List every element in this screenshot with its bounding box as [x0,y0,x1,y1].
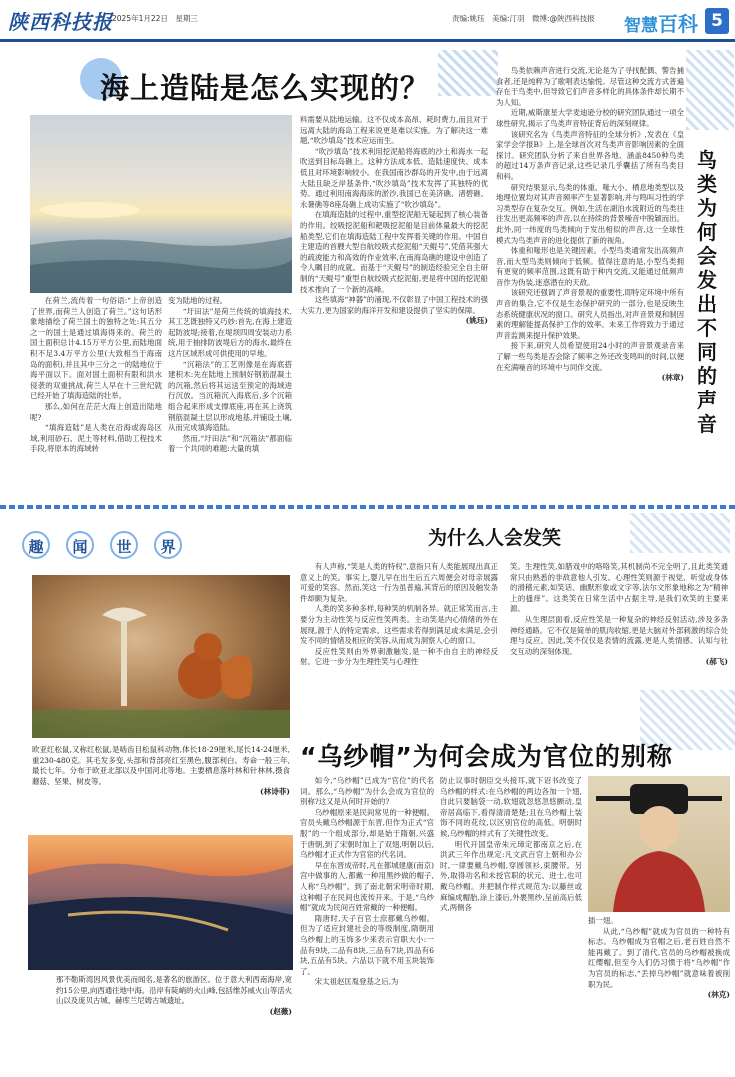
city-caption [56,975,292,1065]
paragraph: 防止议事时朝臣交头接耳,就下诏书改变了乌纱帽的样式:在乌纱帽的两边各加一个翅,自此只要脑袋一动,软翅就忽悠忽悠颤动,皇帝居高临下,看得清清楚楚;且在乌纱帽上装饰不同的花纹,以区别官位的高低。明朝时候,乌纱帽的样式有了关键性改变。 [440,776,582,838]
section-title [624,8,698,37]
section-ball-2: 闻 [66,531,94,559]
article3-column2 [510,562,728,692]
paragraph: “沉箱法”的工艺则像是在海底搭建积木:先在陆地上预制好钢筋混凝土的沉箱,然后将其运送至预定的海域进行沉放。当沉箱沉入海底后,多个沉箱组合起来形成支撑底座,再在其上浇筑钢筋混凝土层以形成地基,并铺设土壤,从而完成填海造陆。 [168,359,292,433]
paragraph: “填海造陆”是人类在沿海或海岛区域,利用砂石、泥土等材料,借助工程技术手段,将原本的海域转 [30,423,162,454]
article1-column3 [300,115,488,500]
section-small: 智慧 [624,16,658,36]
ming-official-portrait [588,776,730,912]
paragraph: 变为陆地的过程。 [168,296,228,305]
article2-column [496,66,684,500]
section-ball-1: 趣 [22,531,50,559]
paragraph: 反应性笑则由外界刺激触发,是一种不由自主的神经反射。它进一步分为生理性笑与心理性 [300,646,498,667]
issue-date: 2025年1月22日 星期三 [112,14,198,23]
paragraph: 那么,如何在茫茫大海上创造出陆地呢? [30,401,162,422]
sea-sunset-photo [30,115,292,293]
article1-column2 [168,296,292,496]
paragraph: 该研究还强调了声音景观的重要性,即特定环境中所有声音的集合,它不仅是生态保护研究的一部分,也是反映生态系统健康状况的窗口。研究人员指出,对声音景观和制因素的理解能提高保护工作的效率。未来工作将致力于通过声音监测来提升保护效果。 [496,288,684,340]
paragraph: 料需要从陆地运输。这不仅成本高昂、耗时费力,而且对于远离大陆的海岛工程来说更是难以实施。为了解决这一难题,“吹沙填岛”技术应运而生。 [300,115,488,146]
article1-byline: (姚珏) [465,316,488,326]
paragraph: 有人声称,“笑是人类的特权”,意指只有人类能展现出真正意义上的笑。事实上,婴儿早在出生后五六周便会对母亲展露可爱的笑容。然而,笑这一行为虽普遍,其背后的原因及触发条件却颇为复杂。 [300,562,498,603]
paragraph: 从生理层面看,反应性笑是一种复杂的神经反射活动,涉及多条神经通路。它不仅是简单的肌肉收缩,更是大脑对外部刺激的综合处理与反应。因此,笑不仅仅是表情的流露,更是人类情感、认知与社交互动的深刻体现。 [510,614,728,656]
paragraph: 从此,“乌纱帽”就成为官员的一种特有标志。乌纱帽成为官帽之后,老百姓自然不能再戴了。到了清代,官员的乌纱帽被换成红缨帽,但至今人们仍习惯于将“乌纱帽”作为官员的标志,“丢掉乌纱帽”就意味着被削职为民。 [588,926,730,989]
caption-text: 欧亚红松鼠,又称红松鼠,是啮齿目松鼠科动物,体长18-29厘米,尾长14-24厘米,重230-480克。其毛发多变,头部和背部亮红至黑色,腹部利白。寿命一般三年,最长七年。分布于欧亚北部以及中国河北等地。主要栖息落叶林和针林林,摄食蘑菇、坚果、树皮等。 [32,745,290,786]
article2-byline: (林章) [661,373,684,383]
page-header [0,0,735,42]
squirrel-caption [32,745,290,833]
editor-credits: 责编:姚珏 美编:汀羽 微博:@陕西科技报 [452,14,595,23]
portrait-art [588,776,730,912]
caption-byline: (林诗菲) [260,787,290,797]
article3-title: 为什么人会发笑 [428,527,562,549]
section-big: 百科 [658,12,698,36]
article4-title: “乌纱帽”为何会成为官位的别称 [300,742,673,771]
paragraph: 笑。生理性笑,如腊戏中的咯咯笑,其机制尚不完全明了,且此类笑通常只由熟悉的非敌意他人引发。心理性笑则源于视觉、听觉或身体的滑稽元素,如笑话、幽默形象或文字等,法尔文形象地称之为“精神上的搔痒”。这类笑在日常生活中占据主导,是我们欢笑的主要来源。 [510,562,728,614]
caption-byline: (赵薇) [269,1006,292,1016]
bird-title-decoration [686,50,734,130]
article4-column1 [300,776,434,1072]
article1-column1 [30,296,162,496]
paragraph: “圩田法”是荷兰传统的填海技术,其工艺既独特又巧妙:首先,在海上建造起防波堤;接着,在堤坝四周安装动力系统,用于抽排防波堤后方的海水,最终在这片区域形成可供使用的早地。 [168,306,292,358]
sea-photo-art [30,115,292,293]
paragraph: 鸟类依赖声音进行交流,无论是为了寻找配偶、警告捕食者,还是纯粹为了歌唱表达愉悦。尽管这种交流方式普遍存在于鸟类中,但导致它们声音多样化的具体条件却长期不为人知。 [496,66,684,107]
article4-column3 [588,916,730,1072]
caption-text: 那不勒斯湾因风景优美而闻名,是著名的旅游区。位于意大利西南海岸,宽约15公里,向西通往地中海。沿岸有陡峭的火山峰,包括维苏威火山等活火山以及庞贝古城、赫库兰尼姆古城遗址。 [56,975,292,1006]
paragraph: 明代开国皇帝朱元璋定都南京之后,在洪武三年作出规定:凡文武百官上朝和办公时,一律要戴乌纱帽,穿圆领衫,束腰带。另外,取得功名和未授官职的状元、进士,也可戴乌纱帽。并把制作样式规范为:以藤丝或麻编成帽胎,涂上漆后,外裹黑纱,呈前高后低式,两侧各 [440,839,582,913]
paragraph: 如今,“乌纱帽”已成为“官位”的代名词。那么,“乌纱帽”为什么会成为官位的别称?这又是从何时开始的? [300,776,434,807]
article3-column1 [300,562,498,692]
paragraph: 乌纱帽原来是民间常见的一种便帽。官员头戴乌纱帽源于东晋,但作为正式“官服”的一个组成部分,却是始于隋朝,兴盛于唐朝,到了宋朝时加上了双翅,明朝以后,乌纱帽才正式作为官宦的代名词。 [300,807,434,860]
article4-byline: (林克) [707,990,730,1000]
article1-title: 海上造陆是怎么实现的？ [100,71,431,105]
page-number: 5 [705,8,729,34]
article4-column2 [440,776,582,1072]
paragraph: 接下来,研究人员希望使用24小时的声音景观录音来了解一些鸟类是否会除了频率之外还改变鸣叫的时间,以便在充满噪音的环境中与同伴交流。 [496,341,684,372]
naples-bay-photo [28,835,293,970]
section-divider [0,505,735,509]
newspaper-logo: 陕西科技报 [8,10,113,34]
article2-title: 鸟类为何会发出不同的声音 [697,148,717,436]
paragraph: 隋唐时,天子百官士庶都戴乌纱帽。但为了适应封建社会的等级制度,隋朝用乌纱帽上的玉饰多少来表示官职大小:一品有9块,二品有8块,三品有7块,四品有6块,五品有5块。六品以下就不用玉块装饰了。 [300,913,434,976]
squirrel-art [32,575,290,738]
section-ball-3: 世 [110,531,138,559]
paragraph: 在填海造陆的过程中,重型挖泥船无疑起到了核心装备的作用。绞吸挖泥船和耙吸挖泥船是目前体量最大的挖泥船类型,它们在填海造陆工程中发挥着关键的作用。中国自主建造的首艘大型自航绞吸式挖泥船“天鲲号”,凭借其强大的疏浚能力和高效的作业效率,在南海岛礁的建设中创造了令人瞩目的成就。而基于“天鲲号”的制造经验完全自主研制的“天鲲号”重型自航绞吸式挖泥船,更是将中国的挖泥船技术推向了一个新的高峰。 [300,210,488,294]
paragraph: 体重和喙形也是关键因素。小型鸟类通常发出高频声音,而大型鸟类则倾向于低频。值得注意的是,小型鸟类拥有更宽的频率范围,这既有助于种内交流,又能通过低频声音作为伪装,迷惑潜在的天敌。 [496,246,684,287]
paragraph: 宋太祖赵匡胤登基之后,为 [314,977,399,987]
paragraph: 研究结果显示,鸟类的体重、喙大小、栖息地类型以及地理位置均对其声音频率产生显著影响,并与鸣叫习性的学习类型存在复杂交互。例如,生活在湖泊水流附近的鸟类往往发出更高频率的声音,以在持续的背景噪音中脱颖而出。此外,同一纬度的鸟类倾向于发出相似的声音,这一全球性模式为鸟类声音的进化提供了新的视角。 [496,182,684,245]
title-decoration-stripes [438,50,498,96]
paragraph: 人类的笑多种多样,每种笑的机制各异。就正常笑而言,主要分为主动性笑与反应性笑两类。主动笑是内心情绪的外在展现,源于人的特定需求。这些需求若得到满足或未满足,会引发不同的情绪及相应的笑容,从而成为洞察人心的窗口。 [300,604,498,646]
paragraph: 这些填海“神器”的涌现,不仅彰显了中国工程技术的强大实力,更为国家的海洋开发和建设提供了坚实的保障。 [300,295,488,315]
title-decoration-stripes [630,513,730,553]
naples-art [28,835,293,970]
paragraph: 近期,威斯康星大学麦迪逊分校的研究团队通过一项全球性研究,揭示了鸟类声音特征背后的深刻规律。 [496,108,684,128]
paragraph: 早在东晋成帝时,凡在都城建康(南京)宫中做事的人,都戴一种用黑纱做的帽子,人称“乌纱帽”。到了南北朝宋明帝时期,这种帽子在民间也流传开来。于是,“乌纱帽”就成为民间百姓常戴的一种便帽。 [300,860,434,913]
paragraph: 在荷兰,流传着一句俗语:“上帝创造了世界,而荷兰人创造了荷兰。”这句话形象地描绘了荷兰国土的独特之处:其五分之一的国土是通过填海得来的。荷兰的国土面积总计4.15万平方公里,而陆地面积不足3.4万平方公里(大致相当于海南岛的面积),并且其中三分之一的陆地位于海平面以下。面对国土面积有限和洪水侵袭的双重挑战,荷兰人早在十三世纪就已经开始了填海造陆的壮举。 [30,296,162,401]
squirrel-photo [32,575,290,738]
paragraph: “吹沙填岛”技术利用挖泥船将海底的沙土和海水一起吹送到目标岛礁上。这种方法成本低、造陆速度快、成本低且对环境影响较小。在我国南沙群岛的开发中,由于远离大陆且缺乏岸基条件,“吹沙填岛”技术发挥了其独特的优势。通过利用南海海床的淤沙,我国已在美济礁、渚碧礁、永暑礁等8座岛礁上成功实施了“吹沙填岛”。 [300,146,488,209]
article3-byline: (郝飞) [705,657,728,667]
paragraph: 然而,“圩田法”和“沉箱法”都面临着一个共同的难题:大量的填 [168,433,292,454]
paragraph: 该研究名为《鸟类声音特征的全球分析》,发表在《皇家学会学报B》上,是全球首次对鸟类声音影响因素的全面探讨。研究团队分析了来自世界各地、涵盖8450种鸟类的超过14万条声音记录,这些记录几乎囊括了所有鸟类目和科。 [496,129,684,181]
section-ball-4: 界 [154,531,182,559]
paragraph: 插一翅。 [588,916,618,925]
